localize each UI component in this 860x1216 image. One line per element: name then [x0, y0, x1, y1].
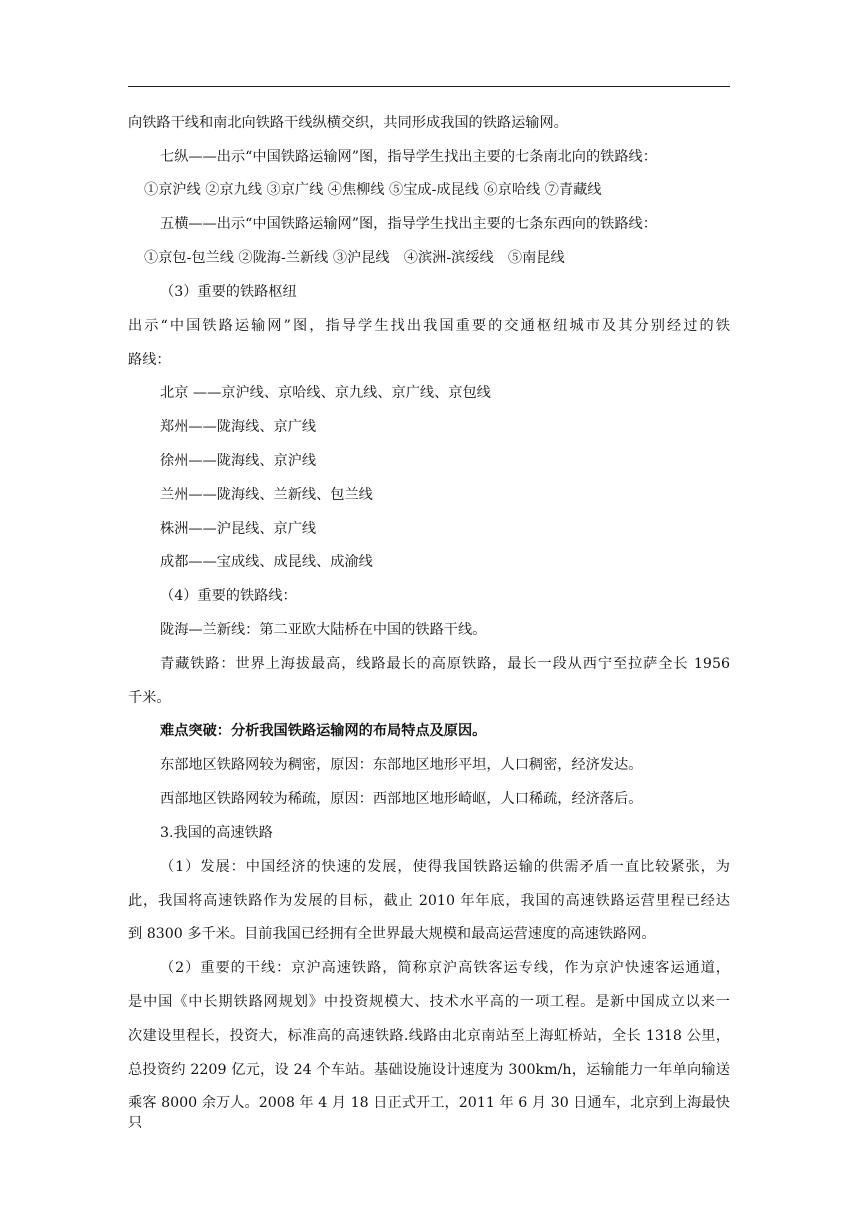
list-line: ①京包-包兰线 ②陇海-兰新线 ③沪昆线 ④滨洲-滨绥线 ⑤南昆线	[144, 250, 565, 266]
hub-line: 徐州——陇海线、京沪线	[160, 453, 317, 469]
hub-line: 北京 ——京沪线、京哈线、京九线、京广线、京包线	[160, 385, 491, 401]
paragraph-line: 千米。	[128, 690, 171, 706]
paragraph-line: （1）发展：中国经济的快速的发展，使得我国铁路运输的供需矛盾一直比较紧张，为	[160, 859, 730, 875]
paragraph-line: 西部地区铁路网较为稀疏，原因：西部地区地形崎岖，人口稀疏，经济落后。	[160, 791, 643, 807]
paragraph-line: 青藏铁路：世界上海拔最高，线路最长的高原铁路，最长一段从西宁至拉萨全长 1956	[160, 656, 730, 672]
paragraph-line: 东部地区铁路网较为稠密，原因：东部地区地形平坦，人口稠密，经济发达。	[160, 757, 643, 773]
section-heading: （4）重要的铁路线：	[160, 588, 297, 604]
paragraph-line: 五横——出示“中国铁路运输网”图，指导学生找出主要的七条东西向的铁路线：	[160, 216, 657, 232]
paragraph-line: 七纵——出示“中国铁路运输网”图，指导学生找出主要的七条南北向的铁路线：	[160, 149, 657, 165]
paragraph-line: 向铁路干线和南北向铁路干线纵横交织，共同形成我国的铁路运输网。	[128, 115, 568, 131]
paragraph-line: （2）重要的干线：京沪高速铁路，简称京沪高铁客运专线，作为京沪快速客运通道，	[160, 960, 730, 976]
paragraph-line: 到 8300 多千米。目前我国已经拥有全世界最大规模和最高运营速度的高速铁路网。	[128, 926, 656, 942]
paragraph-line: 此，我国将高速铁路作为发展的目标，截止 2010 年年底，我国的高速铁路运营里程已经达	[128, 893, 730, 909]
list-line: ①京沪线 ②京九线 ③京广线 ④焦柳线 ⑤宝成-成昆线 ⑥京哈线 ⑦青藏线	[144, 182, 602, 198]
paragraph-line: 次建设里程长，投资大，标准高的高速铁路.线路由北京南站至上海虹桥站，全长 1318 公里，	[128, 1028, 730, 1044]
paragraph-line: 是中国《中长期铁路网规划》中投资规模大、技术水平高的一项工程。是新中国成立以来一	[128, 994, 730, 1010]
paragraph-line: 陇海—兰新线：第二亚欧大陆桥在中国的铁路干线。	[160, 622, 487, 638]
hub-line: 株洲——沪昆线、京广线	[160, 521, 317, 537]
section-heading: （3）重要的铁路枢纽	[160, 284, 297, 300]
section-heading: 3.我国的高速铁路	[160, 825, 273, 841]
paragraph-line: 总投资约 2209 亿元，设 24 个车站。基础设施设计速度为 300km/h，运输能力一年单向输送	[128, 1062, 730, 1078]
hub-line: 成都——宝成线、成昆线、成渝线	[160, 554, 373, 570]
hub-line: 郑州——陇海线、京广线	[160, 419, 317, 435]
hub-line: 兰州——陇海线、兰新线、包兰线	[160, 487, 373, 503]
paragraph-line: 乘客 8000 余万人。2008 年 4 月 18 日正式开工，2011 年 6 月 30 日通车，北京到上海最快只	[128, 1095, 730, 1131]
key-point-heading: 难点突破：分析我国铁路运输网的布局特点及原因。	[160, 723, 487, 739]
paragraph-line: 路线：	[128, 352, 171, 368]
paragraph-line: 出示“中国铁路运输网”图，指导学生找出我国重要的交通枢纽城市及其分别经过的铁	[128, 318, 730, 334]
header-rule	[128, 86, 730, 87]
